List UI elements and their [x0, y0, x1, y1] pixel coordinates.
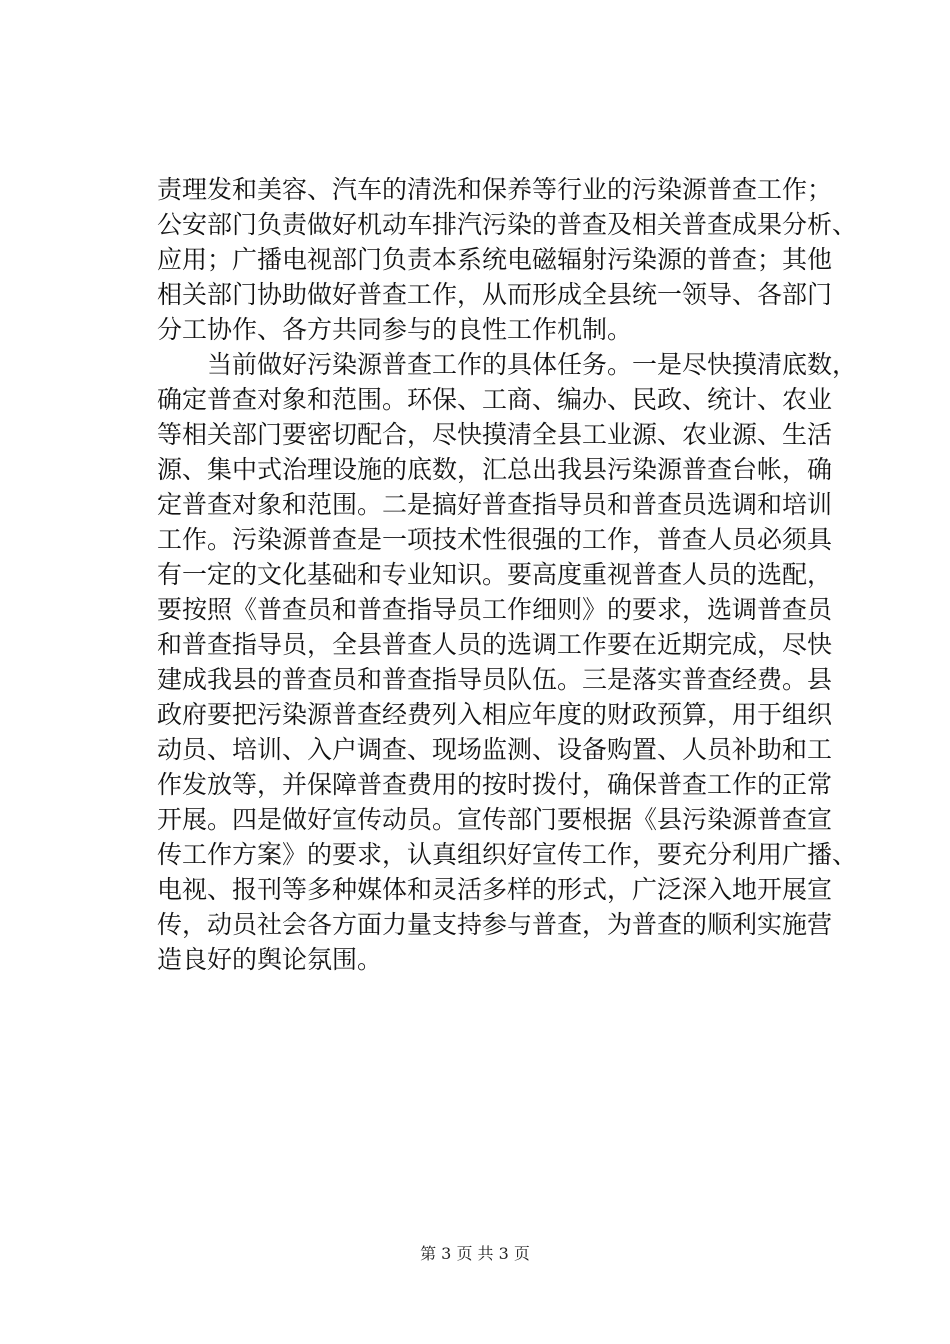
text-line: 当前做好污染源普查工作的具体任务。一是尽快摸清底数，	[157, 350, 858, 379]
page-number-footer: 第 3 页 共 3 页	[420, 1244, 530, 1263]
text-line: 传，动员社会各方面力量支持参与普查，为普查的顺利实施营	[157, 910, 833, 939]
text-line: 政府要把污染源普查经费列入相应年度的财政预算，用于组织	[157, 700, 833, 729]
text-line: 动员、培训、入户调查、现场监测、设备购置、人员补助和工	[157, 735, 833, 764]
text-line: 源、集中式治理设施的底数，汇总出我县污染源普查台帐，确	[157, 455, 833, 484]
text-line: 有一定的文化基础和专业知识。要高度重视普查人员的选配，	[157, 560, 833, 589]
text-line: 定普查对象和范围。二是搞好普查指导员和普查员选调和培训	[157, 490, 833, 519]
text-line: 应用；广播电视部门负责本系统电磁辐射污染源的普查；其他	[157, 245, 833, 274]
text-line: 确定普查对象和范围。环保、工商、编办、民政、统计、农业	[157, 385, 833, 414]
text-line: 相关部门协助做好普查工作，从而形成全县统一领导、各部门	[157, 280, 833, 309]
text-line: 公安部门负责做好机动车排汽污染的普查及相关普查成果分析、	[157, 210, 858, 239]
text-line: 电视、报刊等多种媒体和灵活多样的形式，广泛深入地开展宣	[157, 875, 833, 904]
text-line: 工作。污染源普查是一项技术性很强的工作，普查人员必须具	[157, 525, 833, 554]
text-line: 分工协作、各方共同参与的良性工作机制。	[157, 315, 633, 344]
text-line: 责理发和美容、汽车的清洗和保养等行业的污染源普查工作；	[157, 175, 833, 204]
text-line: 和普查指导员，全县普查人员的选调工作要在近期完成，尽快	[157, 630, 833, 659]
text-line: 开展。四是做好宣传动员。宣传部门要根据《县污染源普查宣	[157, 805, 833, 834]
text-line: 要按照《普查员和普查指导员工作细则》的要求，选调普查员	[157, 595, 833, 624]
text-line: 传工作方案》的要求，认真组织好宣传工作，要充分利用广播、	[157, 840, 858, 869]
text-line: 等相关部门要密切配合，尽快摸清全县工业源、农业源、生活	[157, 420, 833, 449]
body-text	[157, 172, 858, 977]
text-line: 作发放等，并保障普查费用的按时拨付，确保普查工作的正常	[157, 770, 833, 799]
text-line: 建成我县的普查员和普查指导员队伍。三是落实普查经费。县	[157, 665, 833, 694]
text-line: 造良好的舆论氛围。	[157, 945, 383, 974]
